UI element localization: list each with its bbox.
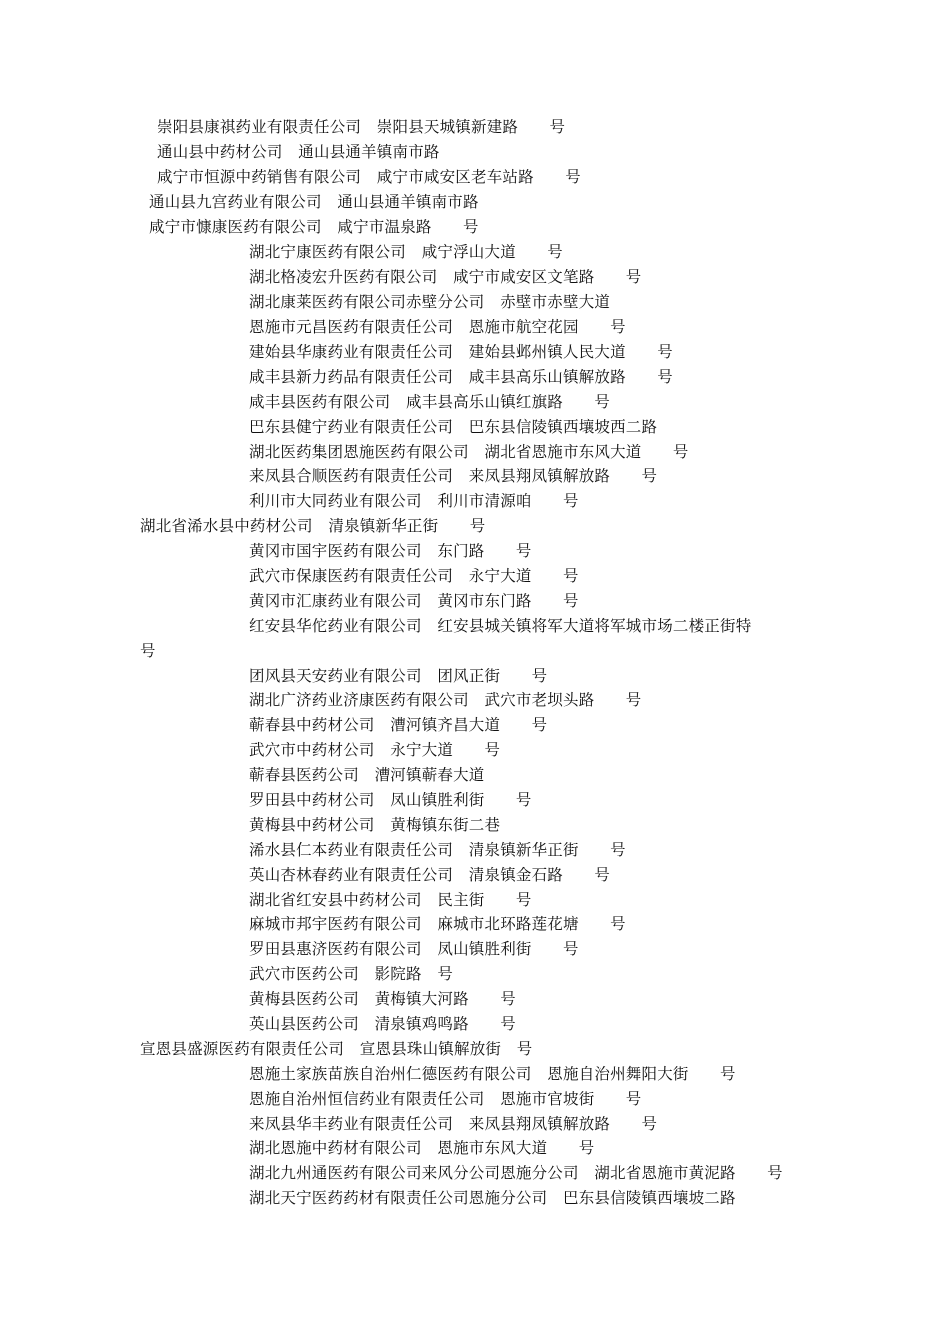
text-line: 湖北格凌宏升医药有限公司 咸宁市咸安区文笔路 号: [249, 268, 642, 286]
text-line: 巴东县健宁药业有限责任公司 巴东县信陵镇西壤坡西二路: [249, 418, 658, 436]
text-line: 湖北省浠水县中药材公司 清泉镇新华正街 号: [140, 517, 486, 535]
text-line: 麻城市邦宇医药有限公司 麻城市北环路莲花塘 号: [249, 915, 626, 933]
text-line: 来凤县合顺医药有限责任公司 来凤县翔凤镇解放路 号: [249, 467, 658, 485]
text-line: 湖北康莱医药有限公司赤壁分公司 赤壁市赤壁大道: [249, 293, 611, 311]
text-line: 红安县华佗药业有限公司 红安县城关镇将军大道将军城市场二楼正街特: [249, 617, 752, 635]
text-line: 通山县中药材公司 通山县通羊镇南市路: [157, 143, 440, 161]
text-line: 黄冈市汇康药业有限公司 黄冈市东门路 号: [249, 592, 579, 610]
text-line: 利川市大同药业有限公司 利川市清源咱 号: [249, 492, 579, 510]
text-line: 湖北天宁医药药材有限责任公司恩施分公司 巴东县信陵镇西壤坡二路: [249, 1189, 736, 1207]
text-line: 恩施自治州恒信药业有限责任公司 恩施市官坡街 号: [249, 1090, 642, 1108]
text-line: 罗田县中药材公司 凤山镇胜利街 号: [249, 791, 532, 809]
text-line: 湖北省红安县中药材公司 民主街 号: [249, 891, 532, 909]
text-line: 咸丰县新力药品有限责任公司 咸丰县高乐山镇解放路 号: [249, 368, 673, 386]
text-line: 英山杏林春药业有限责任公司 清泉镇金石路 号: [249, 866, 611, 884]
text-line: 宣恩县盛源医药有限责任公司 宣恩县珠山镇解放街 号: [140, 1040, 533, 1058]
text-line: 来凤县华丰药业有限责任公司 来凤县翔凤镇解放路 号: [249, 1115, 658, 1133]
text-line: 湖北广济药业济康医药有限公司 武穴市老坝头路 号: [249, 691, 642, 709]
text-line: 咸宁市慷康医药有限公司 咸宁市温泉路 号: [149, 218, 479, 236]
text-line: 黄梅县中药材公司 黄梅镇东街二巷: [249, 816, 501, 834]
text-line: 英山县医药公司 清泉镇鸡鸣路 号: [249, 1015, 516, 1033]
text-line: 武穴市医药公司 影院路 号: [249, 965, 454, 983]
text-line: 湖北医药集团恩施医药有限公司 湖北省恩施市东风大道 号: [249, 443, 689, 461]
text-line: 建始县华康药业有限责任公司 建始县邺州镇人民大道 号: [249, 343, 673, 361]
text-line: 团风县天安药业有限公司 团风正街 号: [249, 667, 548, 685]
text-line: 咸宁市恒源中药销售有限公司 咸宁市咸安区老车站路 号: [157, 168, 581, 186]
text-line: 咸丰县医药有限公司 咸丰县高乐山镇红旗路 号: [249, 393, 611, 411]
text-line: 湖北九州通医药有限公司来风分公司恩施分公司 湖北省恩施市黄泥路 号: [249, 1164, 783, 1182]
text-line: 罗田县惠济医药有限公司 凤山镇胜利街 号: [249, 940, 579, 958]
text-line: 蕲春县中药材公司 漕河镇齐昌大道 号: [249, 716, 548, 734]
text-line: 湖北恩施中药材有限公司 恩施市东风大道 号: [249, 1139, 595, 1157]
text-line: 蕲春县医药公司 漕河镇蕲春大道: [249, 766, 485, 784]
text-line: 武穴市中药材公司 永宁大道 号: [249, 741, 501, 759]
text-line: 武穴市保康医药有限责任公司 永宁大道 号: [249, 567, 579, 585]
text-line: 湖北宁康医药有限公司 咸宁浮山大道 号: [249, 243, 564, 261]
text-line: 黄冈市国宇医药有限公司 东门路 号: [249, 542, 532, 560]
text-line: 号: [140, 642, 156, 660]
text-line: 通山县九宫药业有限公司 通山县通羊镇南市路: [149, 193, 479, 211]
text-line: 黄梅县医药公司 黄梅镇大河路 号: [249, 990, 516, 1008]
text-line: 恩施市元昌医药有限责任公司 恩施市航空花园 号: [249, 318, 626, 336]
text-line: 崇阳县康祺药业有限责任公司 崇阳县天城镇新建路 号: [157, 118, 566, 136]
text-line: 浠水县仁本药业有限责任公司 清泉镇新华正街 号: [249, 841, 626, 859]
text-line: 恩施土家族苗族自治州仁德医药有限公司 恩施自治州舞阳大街 号: [249, 1065, 736, 1083]
